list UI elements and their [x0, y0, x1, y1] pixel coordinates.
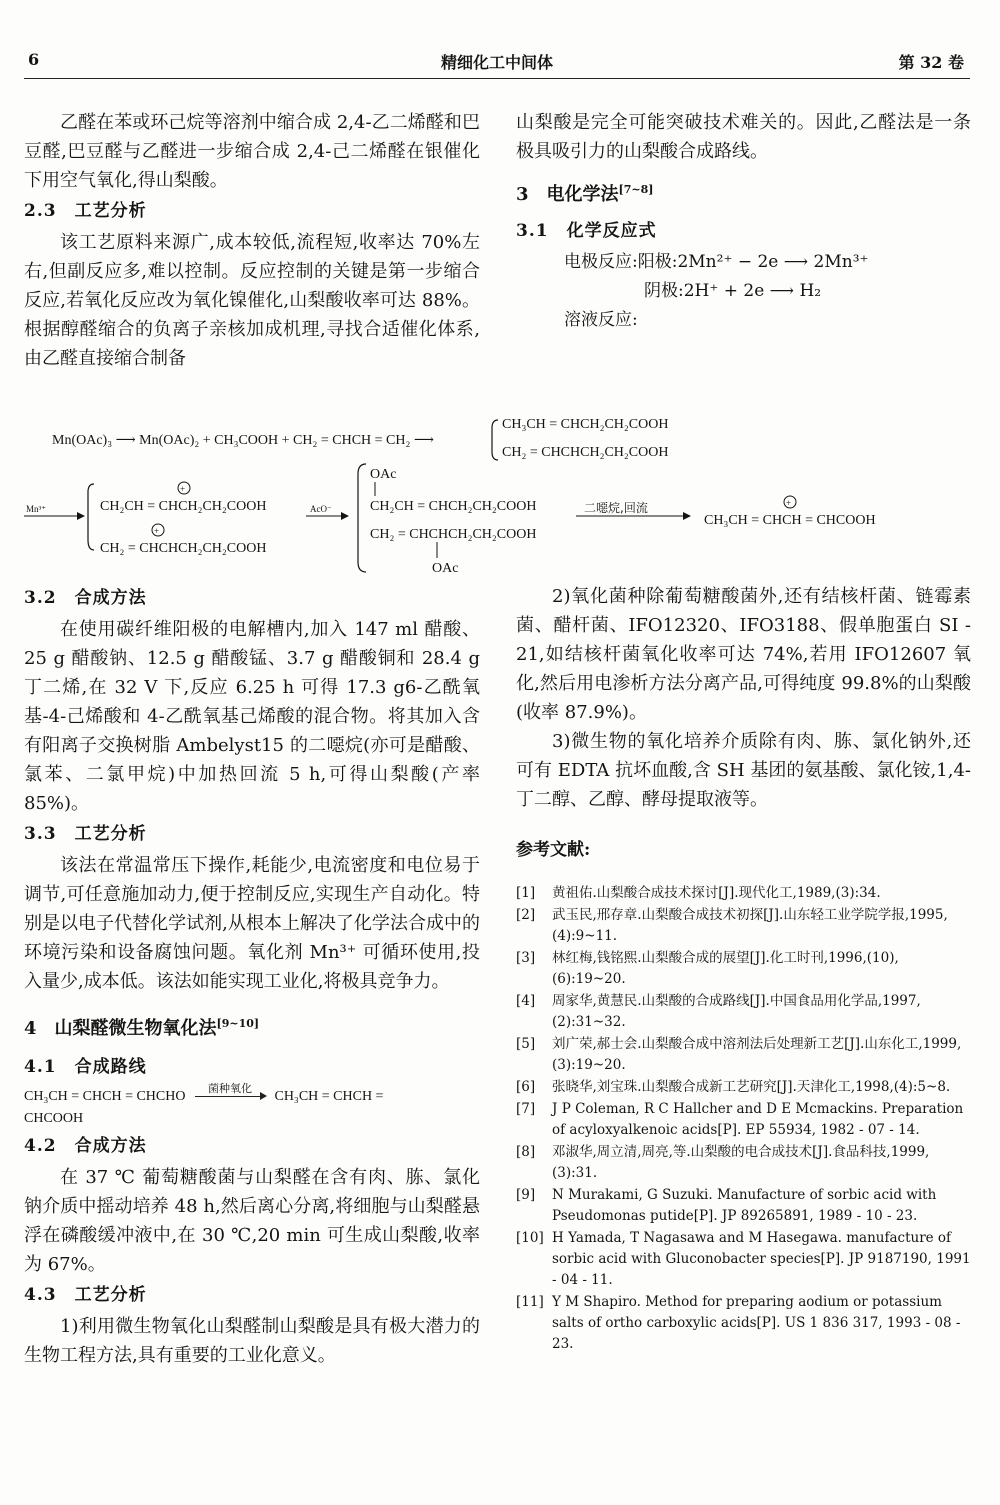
paragraph: 该工艺原料来源广,成本较低,流程短,收率达 70%左右,但副反应多,难以控制。反应控制的关键是第一步缩合反应,若氧化反应改为氧化镍催化,山梨酸收率可达 88%。根据醇醛缩合的负离子亲核加成机理,寻找合适催化体系,由乙醛直接缩合制备	[24, 232, 480, 369]
solution-label: 溶液反应:	[564, 310, 638, 330]
scheme-acetoxy-b: CH₂ = CHCHCH₂CH₂COOH	[370, 527, 537, 542]
reference-text: 武玉民,邢存章.山梨酸合成技术初探[J].山东轻工业学院学报,1995,(4):9~11.	[552, 907, 948, 944]
scheme-mn3-reagent: Mn³⁺	[26, 504, 46, 514]
section-title: 3 电化学法	[516, 184, 619, 205]
route-arrow	[195, 1082, 265, 1097]
section-heading-3	[516, 180, 971, 209]
reference-number: [3]	[516, 950, 536, 966]
reference-item	[516, 1077, 971, 1098]
right-column-bottom	[516, 582, 971, 1356]
paragraph: 乙醛在苯或环己烷等溶剂中缩合成 2,4-乙二烯醛和巴豆醛,巴豆醛与乙醛进一步缩合成 2,4-己二烯醛在银催化下用空气氧化,得山梨酸。	[24, 112, 480, 191]
reference-list	[516, 883, 971, 1355]
reference-text: 周家华,黄慧民.山梨酸的合成路线[J].中国食品用化学品,1997,(2):31~32.	[552, 993, 921, 1030]
reference-item	[516, 1292, 971, 1355]
scheme-cation-a: CH₂CH = CHCH₂CH₂COOH	[100, 499, 267, 514]
paragraph: 在 37 ℃ 葡萄糖酸菌与山梨醛在含有肉、胨、氯化钠介质中摇动培养 48 h,然后离心分离,将细胞与山梨醛悬浮在磷酸缓冲液中,在 30 ℃,20 min 可生成山梨酸,收率为 67%。	[24, 1167, 480, 1275]
reference-number: [1]	[516, 885, 536, 901]
section-title: 4 山梨醛微生物氧化法	[24, 1018, 217, 1039]
reference-item	[516, 883, 971, 904]
section-heading-3-1: 3.1 化学反应式	[516, 221, 657, 241]
route-reactant: CH₃CH = CHCH = CHCHO	[24, 1089, 186, 1104]
volume-number: 第 32 卷	[898, 53, 964, 72]
section-heading-3-2: 3.2 合成方法	[24, 588, 147, 608]
reference-item	[516, 948, 971, 990]
right-column-top	[516, 108, 971, 335]
paragraph: 该法在常温常压下操作,耗能少,电流密度和电位易于调节,可任意施加动力,便于控制反应,实现生产自动化。特别是以电子代替化学试剂,从根本上解决了化学法合成中的环境污染和设备腐蚀问题。氧化剂 Mn³⁺ 可循环使用,投入量少,成本低。该法如能实现工业化,将极具竞争力。	[24, 855, 480, 992]
cation-charge-b: +	[154, 526, 160, 536]
reference-number: [8]	[516, 1144, 536, 1160]
references-heading: 参考文献:	[516, 840, 591, 860]
paragraph: 1)利用微生物氧化山梨醛制山梨酸是具有极大潜力的生物工程方法,具有重要的工业化意义。	[24, 1316, 480, 1366]
reference-text: J P Coleman, R C Hallcher and D E Mcmackins. Preparation of acyloxyalkenoic acids[P]. EP 55934, 1982 - 07 - 14.	[552, 1101, 964, 1138]
scheme-product-b: CH₂ = CHCHCH₂CH₂COOH	[502, 445, 669, 460]
cation-charge-a: +	[180, 484, 186, 494]
reference-text: H Yamada, T Nagasawa and M Hasegawa. manufacture of sorbic acid with Gluconobacter species[P]. JP 9187190, 1991 - 04 - 11.	[552, 1230, 971, 1288]
scheme-final-product: CH₃CH = CHCH = CHCOOH	[704, 513, 876, 528]
citation: [7~8]	[618, 183, 654, 196]
reference-item	[516, 905, 971, 947]
reference-item	[516, 1228, 971, 1291]
section-heading-4-3: 4.3 工艺分析	[24, 1285, 147, 1305]
route-arrow-label: 菌种氧化	[207, 1082, 252, 1096]
reference-number: [9]	[516, 1187, 536, 1203]
left-column-bottom	[24, 582, 480, 1370]
reference-number: [10]	[516, 1230, 544, 1246]
scheme-cation-b: CH₂ = CHCHCH₂CH₂COOH	[100, 541, 267, 556]
reference-text: 林红梅,钱铭熙.山梨酸合成的展望[J].化工时刊,1996,(10),(6):19~20.	[552, 950, 899, 987]
scheme-oac-top: OAc	[370, 467, 397, 482]
page-number: 6	[28, 50, 40, 69]
scheme-oac-bottom: OAc	[432, 561, 459, 576]
anode-equation: 电极反应:阳极:2Mn²⁺ − 2e ⟶ 2Mn³⁺	[564, 252, 869, 272]
reference-item	[516, 991, 971, 1033]
reference-number: [4]	[516, 993, 536, 1009]
synthesis-route	[24, 1082, 480, 1130]
reference-text: 张晓华,刘宝珠.山梨酸合成新工艺研究[J].天津化工,1998,(4):5~8.	[552, 1079, 951, 1095]
route-product: CH₃CH = CHCH =	[274, 1089, 384, 1104]
paragraph: 3)微生物的氧化培养介质除有肉、胨、氯化钠外,还可有 EDTA 抗坏血酸,含 SH 基团的氨基酸、氯化铵,1,4-丁二醇、乙醇、酵母提取液等。	[516, 731, 971, 810]
reference-number: [6]	[516, 1079, 536, 1095]
left-column-top	[24, 108, 480, 373]
reference-number: [7]	[516, 1101, 536, 1117]
reference-item	[516, 1099, 971, 1141]
paragraph: 2)氧化菌种除葡萄糖酸菌外,还有结核杆菌、链霉素菌、醋杆菌、IFO12320、IFO3188、假单胞蛋白 SI - 21,如结核杆菌氧化收率可达 74%,若用 IFO12607 氧化,然后用电渗析方法分离产品,可得纯度 99.8%的山梨酸(收率 87.9%)。	[516, 586, 971, 723]
citation: [9~10]	[216, 1017, 260, 1030]
scheme-acetoxy-a: CH₂CH = CHCH₂CH₂COOH	[370, 499, 537, 514]
paragraph: 山梨酸是完全可能突破技术难关的。因此,乙醛法是一条极具吸引力的山梨酸合成路线。	[516, 112, 971, 162]
final-charge: +	[786, 498, 792, 508]
section-heading-2-3: 2.3 工艺分析	[24, 201, 147, 221]
section-heading-4-2: 4.2 合成方法	[24, 1136, 147, 1156]
reference-text: Y M Shapiro. Method for preparing aodium or potassium salts of ortho carboxylic acids[P]. US 1 836 317, 1993 - 08 - 23.	[552, 1294, 961, 1352]
reference-item	[516, 1034, 971, 1076]
scheme-line1-reactants: Mn(OAc)₃ ⟶ Mn(OAc)₂ + CH₃COOH + CH₂ = CHCH = CH₂ ⟶	[52, 433, 434, 448]
reference-number: [2]	[516, 907, 536, 923]
reference-text: 邓淑华,周立清,周亮,等.山梨酸的电合成技术[J].食品科技,1999,(3):31.	[552, 1144, 930, 1181]
journal-title: 精细化工中间体	[440, 53, 553, 72]
cathode-equation: 阴极:2H⁺ + 2e ⟶ H₂	[644, 281, 822, 301]
reference-text: 黄祖佑.山梨酸合成技术探讨[J].现代化工,1989,(3):34.	[552, 885, 881, 901]
reaction-scheme	[24, 400, 974, 582]
reference-item	[516, 1185, 971, 1227]
reference-number: [11]	[516, 1294, 544, 1310]
page-header	[24, 48, 970, 79]
scheme-reflux-condition: 二噁烷,回流	[584, 501, 648, 515]
reference-number: [5]	[516, 1036, 536, 1052]
scheme-product-a: CH₃CH = CHCH₂CH₂COOH	[502, 417, 669, 432]
route-product-tail: CHCOOH	[24, 1111, 84, 1126]
section-heading-4	[24, 1014, 480, 1043]
reference-text: 刘广荣,郝士会.山梨酸合成中溶剂法后处理新工艺[J].山东化工,1999,(3):19~20.	[552, 1036, 962, 1073]
scheme-acetate-reagent: AcO⁻	[310, 504, 332, 514]
reference-item	[516, 1142, 971, 1184]
section-heading-4-1: 4.1 合成路线	[24, 1057, 147, 1077]
reference-text: N Murakami, G Suzuki. Manufacture of sorbic acid with Pseudomonas putide[P]. JP 89265891, 1989 - 10 - 23.	[552, 1187, 937, 1224]
paragraph: 在使用碳纤维阳极的电解槽内,加入 147 ml 醋酸、25 g 醋酸钠、12.5 g 醋酸锰、3.7 g 醋酸铜和 28.4 g 丁二烯,在 32 V 下,反应 6.25 h 可得 17.3 g6-乙酰氧基-4-己烯酸和 4-乙酰氧基己烯酸的混合物。将其加入含有阳离子交换树脂 Ambelyst15 的二噁烷(亦可是醋酸、氯苯、二氯甲烷)中加热回流 5 h,可得山梨酸(产率 85%)。	[24, 619, 480, 814]
section-heading-3-3: 3.3 工艺分析	[24, 824, 147, 844]
